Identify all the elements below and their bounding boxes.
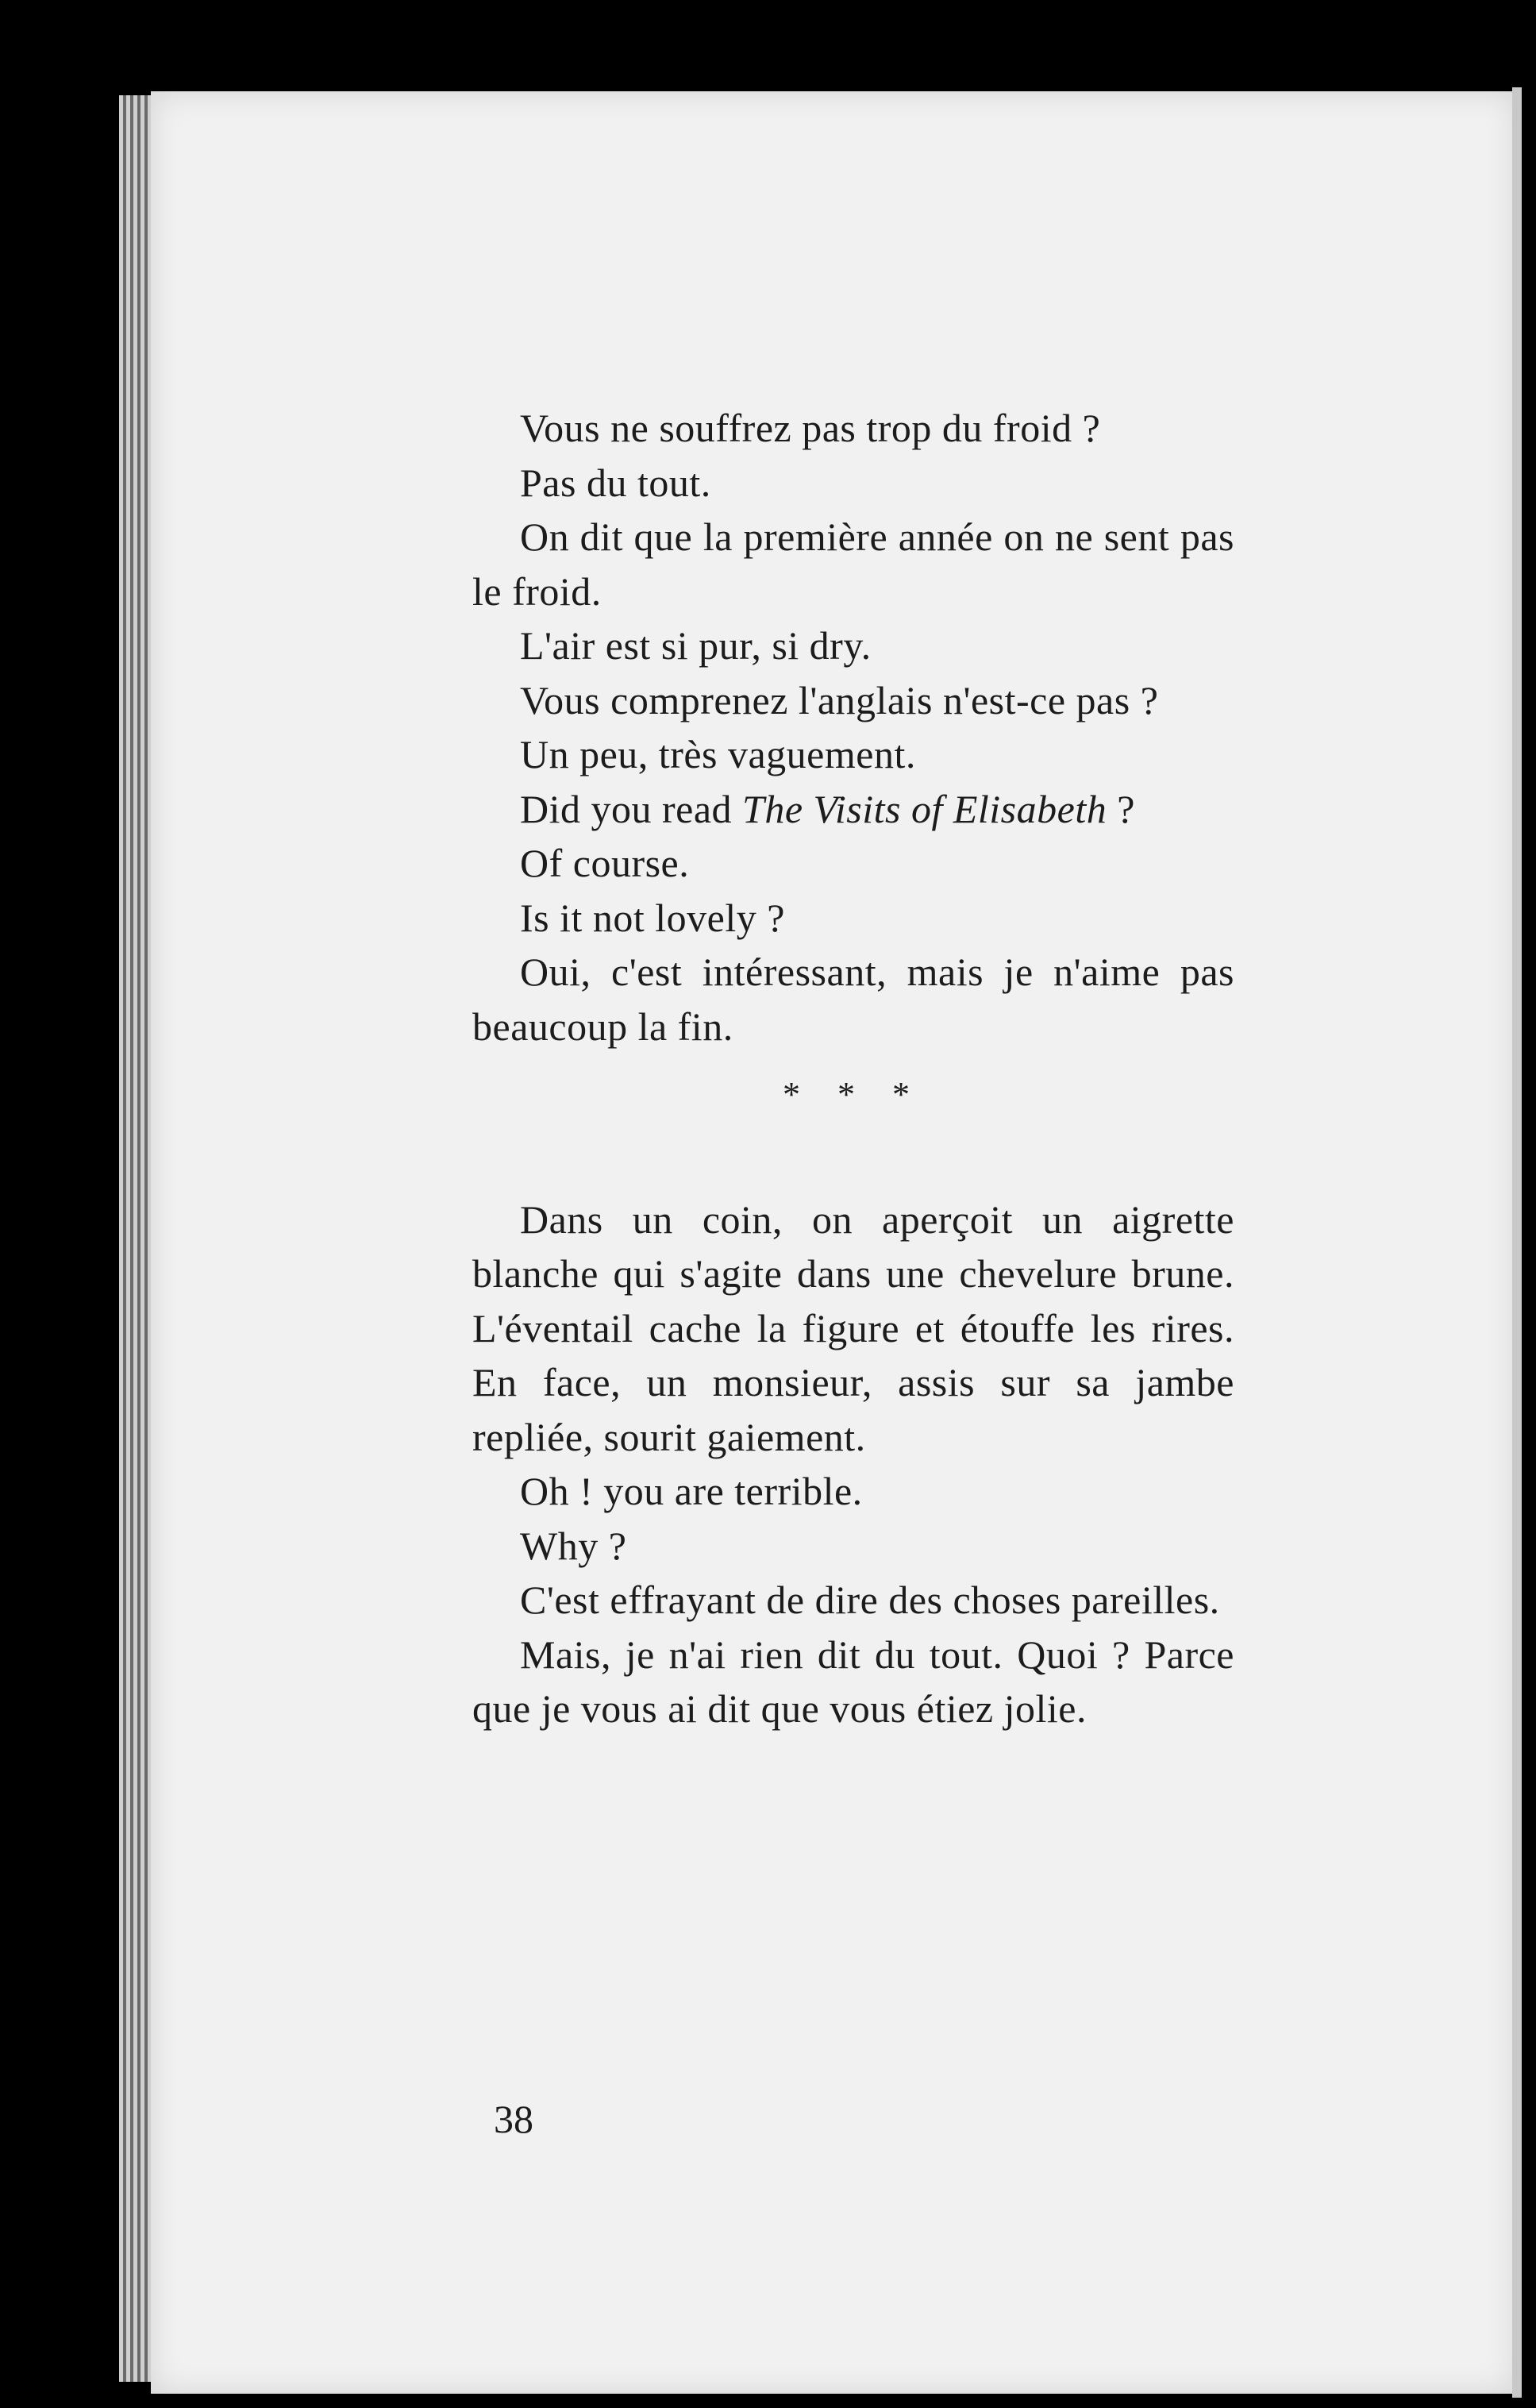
- paragraph: C'est effrayant de dire des choses pareilles.: [520, 1578, 1220, 1622]
- paragraph-text: Did you read: [520, 786, 743, 831]
- body-text: [472, 401, 1234, 1736]
- paragraph: Pas du tout.: [520, 460, 711, 505]
- paragraph: Un peu, très vaguement.: [520, 732, 916, 776]
- paragraph: Vous ne souffrez pas trop du froid ?: [520, 406, 1101, 450]
- paragraph: Mais, je n'ai rien dit du tout. Quoi ? Parce que je vous ai dit que vous étiez jolie.: [472, 1632, 1234, 1731]
- paragraph-with-title: [472, 782, 1234, 837]
- paragraph: On dit que la première année on ne sent pas le froid.: [472, 514, 1234, 614]
- paragraph: Oh ! you are terrible.: [520, 1469, 863, 1513]
- paragraph-text: ?: [1107, 786, 1135, 831]
- paragraph: L'air est si pur, si dry.: [520, 623, 872, 668]
- paragraph: Of course.: [520, 841, 690, 885]
- paragraph: Dans un coin, on aperçoit un aigrette blanche qui s'agite dans une chevelure brune. L'éventail cache la figure et étouffe les rires. En face, un monsieur, assis sur sa jambe repliée, sourit gaiement.: [472, 1196, 1234, 1459]
- page-number: 38: [494, 2097, 533, 2141]
- paragraph: Vous comprenez l'anglais n'est-ce pas ?: [520, 677, 1159, 722]
- page-right-edge: [1512, 87, 1522, 2398]
- paragraph: Oui, c'est intéressant, mais je n'aime pas beaucoup la fin.: [472, 950, 1234, 1049]
- book-title: The Visits of Elisabeth: [742, 786, 1107, 831]
- paragraph: Why ?: [520, 1523, 627, 1568]
- section-separator: * * *: [783, 1075, 924, 1114]
- paragraph: Is it not lovely ?: [520, 895, 785, 940]
